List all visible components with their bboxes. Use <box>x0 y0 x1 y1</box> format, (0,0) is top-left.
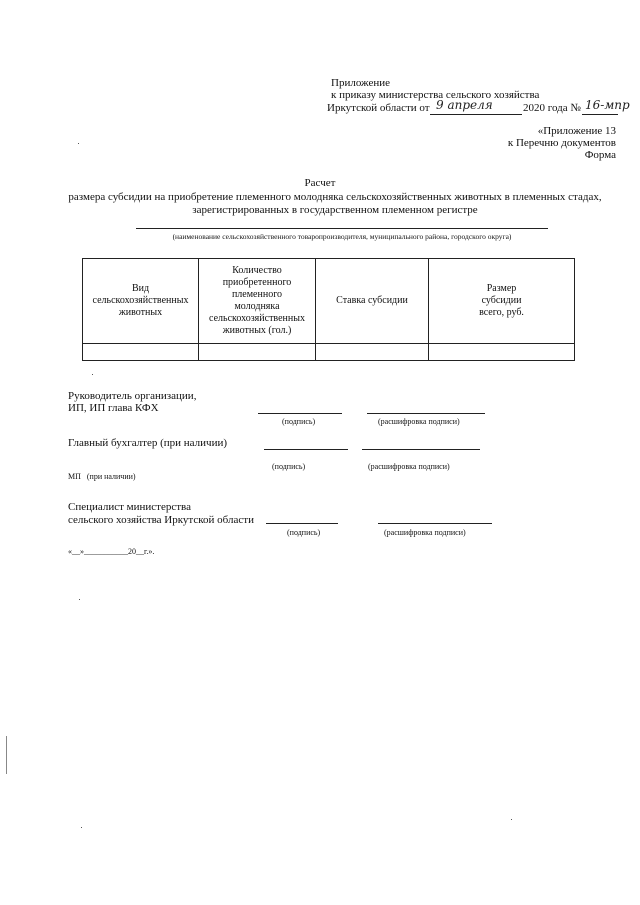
head-rasshifrovka-caption: (расшифровка подписи) <box>378 417 460 426</box>
header-quantity: Количество приобретенного племенного молодняка сельскохозяйственных животных (гол.) <box>199 259 316 344</box>
head-decoding-line <box>367 413 485 414</box>
table-row <box>83 344 575 361</box>
specialist-decoding-line <box>378 523 492 524</box>
scan-speck <box>81 827 82 828</box>
header-line-3-prefix: Иркутской области от <box>327 102 430 114</box>
title-line-3: зарегистрированных в государственном племенном регистре <box>192 204 478 216</box>
header-line-1: Приложение <box>331 77 391 89</box>
table-cell[interactable] <box>429 344 575 361</box>
accountant-rasshifrovka-caption: (расшифровка подписи) <box>368 462 450 471</box>
specialist-label-2: сельского хозяйства Иркутской области <box>68 514 254 526</box>
producer-caption: (наименование сельскохозяйственного товаропроизводителя, муниципального района, городского округа) <box>172 232 512 241</box>
title-line-2: размера субсидии на приобретение племенного молодняка сельскохозяйственных животных в племенных стадах, <box>68 191 602 203</box>
header-line-2: к приказу министерства сельского хозяйства <box>331 89 540 101</box>
scan-speck <box>78 143 79 144</box>
header-subsidy-rate: Ставка субсидии <box>316 259 429 344</box>
accountant-podpis-caption: (подпись) <box>272 462 306 471</box>
mp-note: (при наличии) <box>86 472 136 481</box>
specialist-rasshifrovka-caption: (расшифровка подписи) <box>384 528 466 537</box>
header-animal-type: Вид сельскохозяйственных животных <box>83 259 199 344</box>
margin-mark <box>6 736 7 774</box>
producer-name-line <box>136 228 548 229</box>
scan-speck <box>511 819 512 820</box>
appendix-line-2: к Перечню документов <box>507 137 616 149</box>
date-line: «__»___________20__г.». <box>68 547 155 556</box>
appendix-line-3: Форма <box>584 149 616 161</box>
header-line-3-year: 2020 года № <box>523 102 581 114</box>
head-signature-line <box>258 413 342 414</box>
date-underline <box>430 114 522 115</box>
handwritten-number: 16-мпр <box>585 98 630 112</box>
mp-text: МП <box>68 472 81 481</box>
handwritten-date: 9 апреля <box>436 98 493 112</box>
accountant-signature-line <box>264 449 348 450</box>
subsidy-table <box>82 258 575 361</box>
scan-speck <box>79 599 80 600</box>
mp-label <box>68 472 136 482</box>
head-label-2: ИП, ИП глава КФХ <box>68 402 159 414</box>
title-line-1: Расчет <box>304 177 336 189</box>
number-underline <box>582 114 618 115</box>
specialist-signature-line <box>266 523 338 524</box>
table-cell[interactable] <box>316 344 429 361</box>
appendix-line-1: «Приложение 13 <box>537 125 616 137</box>
header-subsidy-total: Размер субсидии всего, руб. <box>429 259 575 344</box>
table-cell[interactable] <box>199 344 316 361</box>
head-podpis-caption: (подпись) <box>282 417 316 426</box>
accountant-label: Главный бухгалтер (при наличии) <box>68 437 228 449</box>
table-cell[interactable] <box>83 344 199 361</box>
table-header-row <box>83 259 575 344</box>
specialist-podpis-caption: (подпись) <box>287 528 321 537</box>
accountant-decoding-line <box>362 449 480 450</box>
head-label-1: Руководитель организации, <box>68 390 197 402</box>
scan-speck <box>92 374 93 375</box>
specialist-label-1: Специалист министерства <box>68 501 191 513</box>
